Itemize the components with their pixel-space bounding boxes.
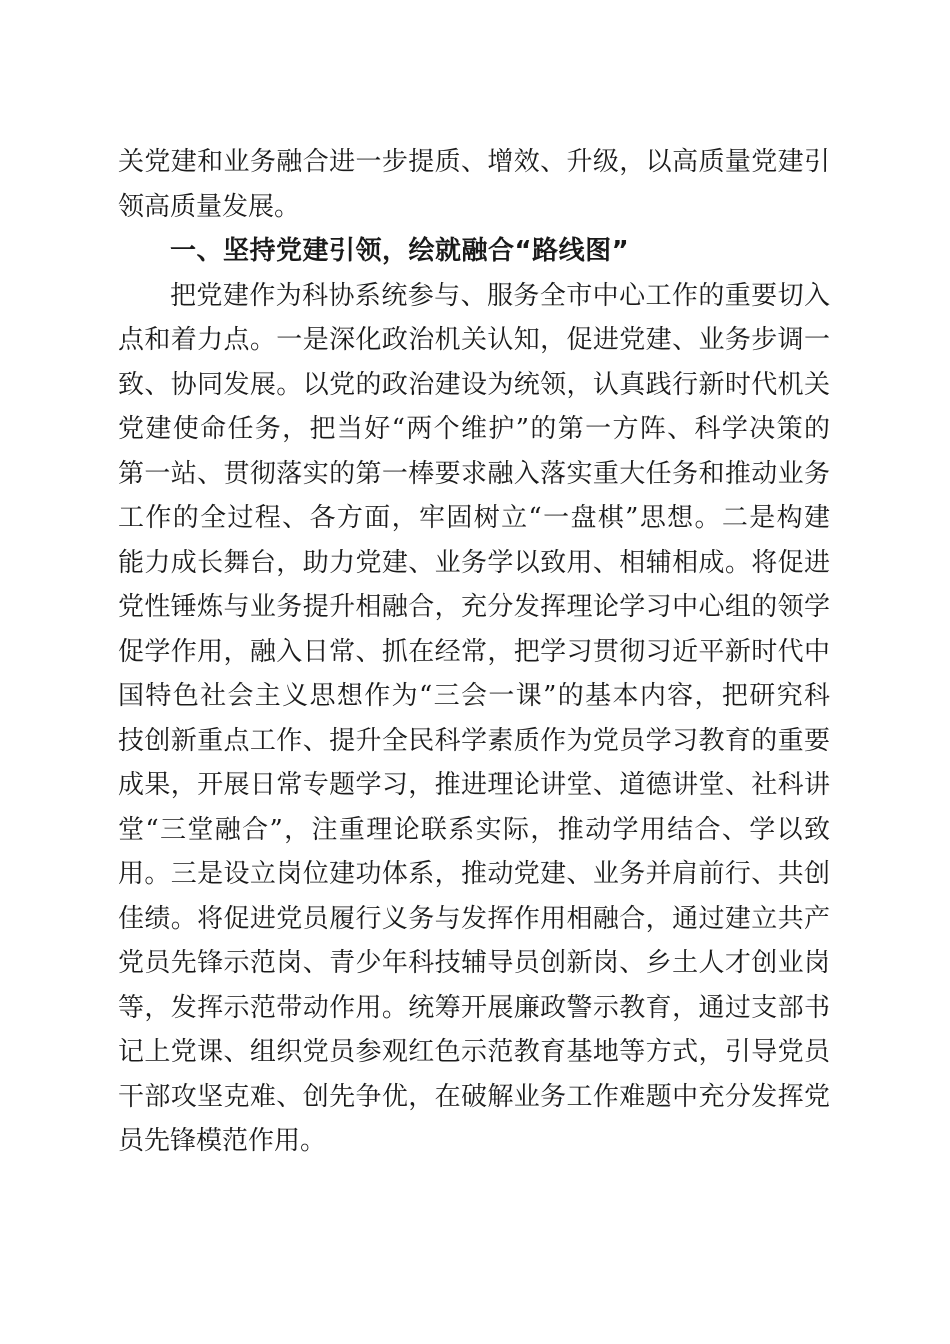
intro-line: 领高质量发展。: [118, 191, 301, 222]
intro-line: 关党建和业务融合进一步提质、增效、升级，以高质量党建引: [118, 147, 830, 177]
paragraph-line: 工作的全过程、各方面，牢固树立“一盘棋”思想。二是构建: [118, 503, 830, 533]
paragraph-line: 第一站、贯彻落实的第一棒要求融入落实重大任务和推动业务: [118, 458, 830, 489]
document-body: [118, 140, 830, 1164]
paragraph-line: 堂“三堂融合”，注重理论联系实际，推动学用结合、学以致: [118, 814, 830, 845]
paragraph-line: 员先锋模范作用。: [118, 1126, 327, 1156]
paragraph-line: 等，发挥示范带动作用。统筹开展廉政警示教育，通过支部书: [118, 992, 830, 1023]
paragraph-line: 把党建作为科协系统参与、服务全市中心工作的重要切入: [170, 280, 830, 311]
paragraph-line: 记上党课、组织党员参观红色示范教育基地等方式，引导党员: [118, 1037, 830, 1067]
paragraph-line: 技创新重点工作、提升全民科学素质作为党员学习教育的重要: [118, 725, 830, 756]
paragraph-line: 党建使命任务，把当好“两个维护”的第一方阵、科学决策的: [118, 414, 830, 444]
paragraph-line: 促学作用，融入日常、抓在经常，把学习贯彻习近平新时代中: [118, 636, 830, 667]
paragraph-line: 能力成长舞台，助力党建、业务学以致用、相辅相成。将促进: [118, 547, 830, 578]
paragraph-line: 用。三是设立岗位建功体系，推动党建、业务并肩前行、共创: [118, 859, 830, 889]
paragraph-line: 佳绩。将促进党员履行义务与发挥作用相融合，通过建立共产: [118, 903, 830, 934]
paragraph-line: 成果，开展日常专题学习，推进理论讲堂、道德讲堂、社科讲: [118, 770, 830, 800]
paragraph-line: 党员先锋示范岗、青少年科技辅导员创新岗、乡土人才创业岗: [118, 948, 830, 978]
paragraph-line: 干部攻坚克难、创先争优，在破解业务工作难题中充分发挥党: [118, 1081, 830, 1112]
paragraph-line: 党性锤炼与业务提升相融合，充分发挥理论学习中心组的领学: [118, 592, 830, 622]
section-heading: 一、坚持党建引领，绘就融合“路线图”: [170, 236, 630, 266]
paragraph-line: 国特色社会主义思想作为“三会一课”的基本内容，把研究科: [118, 681, 830, 711]
paragraph-line: 致、协同发展。以党的政治建设为统领，认真践行新时代机关: [118, 369, 830, 400]
paragraph-line: 点和着力点。一是深化政治机关认知，促进党建、业务步调一: [118, 325, 830, 355]
